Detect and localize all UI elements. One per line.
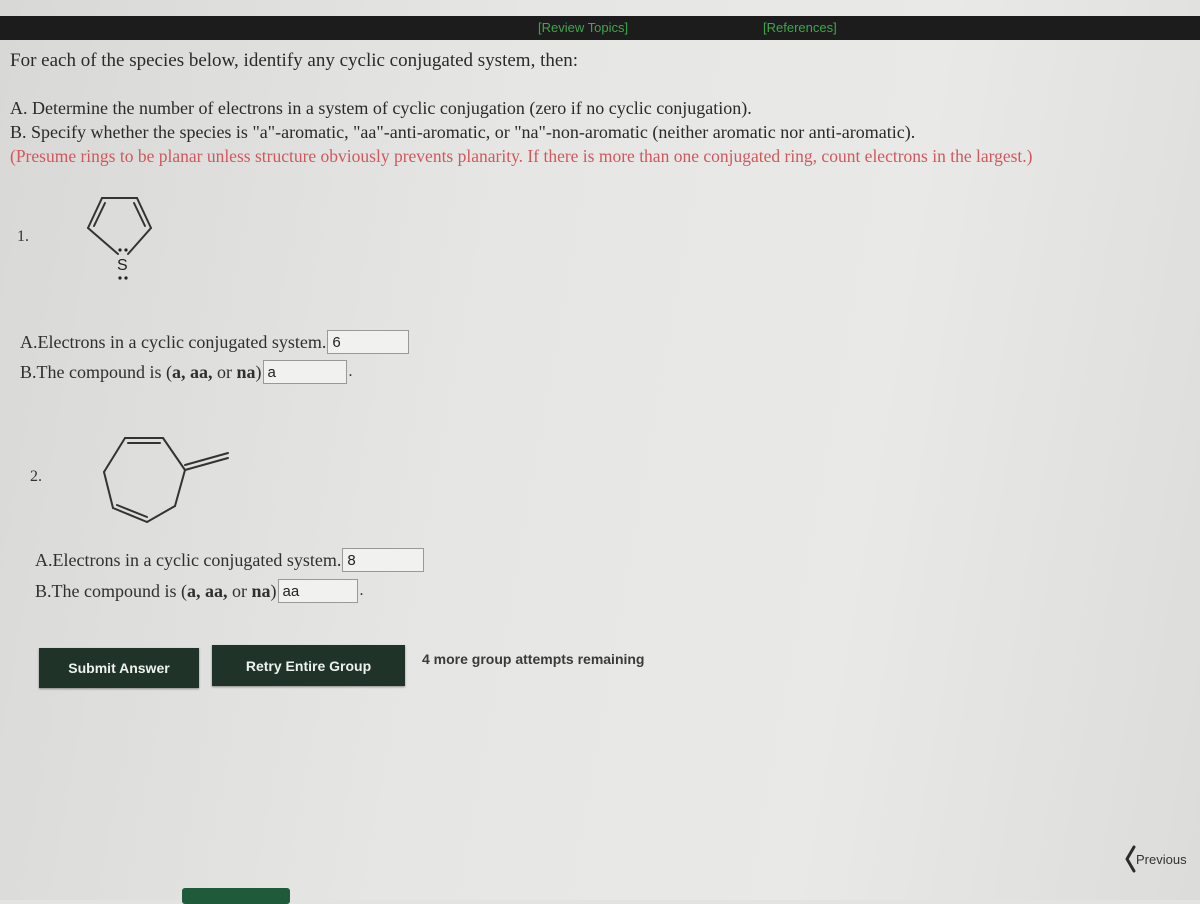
question-1-part-b (20, 360, 353, 384)
question-2-b-label-prefix: B.The compound is ( (35, 580, 187, 601)
question-1-b-label-suffix: ) (255, 361, 262, 382)
question-2-a-label: A.Electrons in a cyclic conjugated system. (35, 549, 342, 570)
question-2-aromaticity-input[interactable]: aa (278, 579, 358, 603)
top-navigation-bar (0, 16, 1200, 40)
review-topics-link[interactable]: [Review Topics] (538, 20, 629, 35)
previous-button[interactable] (1124, 845, 1187, 873)
instruction-b: B. Specify whether the species is "a"-aromatic, "aa"-anti-aromatic, or "na"-non-aromatic (neither aromatic nor anti-aromatic). (10, 122, 916, 142)
intro-text: For each of the species below, identify any cyclic conjugated system, then: (10, 50, 579, 71)
thiophene-structure (80, 188, 170, 288)
attempts-remaining-text: 4 more group attempts remaining (422, 651, 645, 667)
previous-label: Previous (1136, 851, 1187, 867)
question-1-electrons-input[interactable]: 6 (327, 330, 409, 354)
references-link[interactable]: [References] (763, 20, 837, 35)
question-1-b-options: a, aa, (171, 361, 213, 382)
retry-entire-group-button[interactable]: Retry Entire Group (212, 645, 405, 686)
question-1-part-a (20, 330, 409, 354)
submit-answer-button[interactable]: Submit Answer (39, 648, 199, 688)
question-1-b-or: or (212, 361, 237, 382)
question-2-b-na: na (251, 580, 271, 601)
instruction-note: (Presume rings to be planar unless structure obviously prevents planarity. If there is more than one conjugated ring, count electrons in the largest.) (10, 146, 1033, 166)
cycloheptatriene-methylene-structure (95, 428, 240, 533)
question-2-b-or: or (227, 580, 252, 601)
question-1-number: 1. (17, 228, 29, 245)
show-hint-button[interactable] (182, 888, 290, 904)
question-1-b-period: . (348, 363, 353, 380)
question-2-b-label-suffix: ) (270, 580, 277, 601)
question-1-b-label-prefix: B.The compound is ( (20, 361, 172, 382)
question-2-part-a (35, 548, 424, 572)
question-2-part-b (35, 579, 364, 603)
sulfur-atom-label: S (117, 257, 128, 274)
chevron-left-icon (1124, 845, 1136, 873)
question-1-b-na: na (236, 361, 256, 382)
question-1-aromaticity-input[interactable]: a (263, 360, 347, 384)
question-2-b-period: . (359, 582, 364, 599)
question-2-electrons-input[interactable]: 8 (342, 548, 424, 572)
question-2-number: 2. (30, 468, 42, 485)
question-2-b-options: a, aa, (186, 580, 228, 601)
question-1-a-label: A.Electrons in a cyclic conjugated system. (20, 331, 327, 352)
instruction-a: A. Determine the number of electrons in a system of cyclic conjugation (zero if no cyclic conjugation). (10, 98, 752, 118)
